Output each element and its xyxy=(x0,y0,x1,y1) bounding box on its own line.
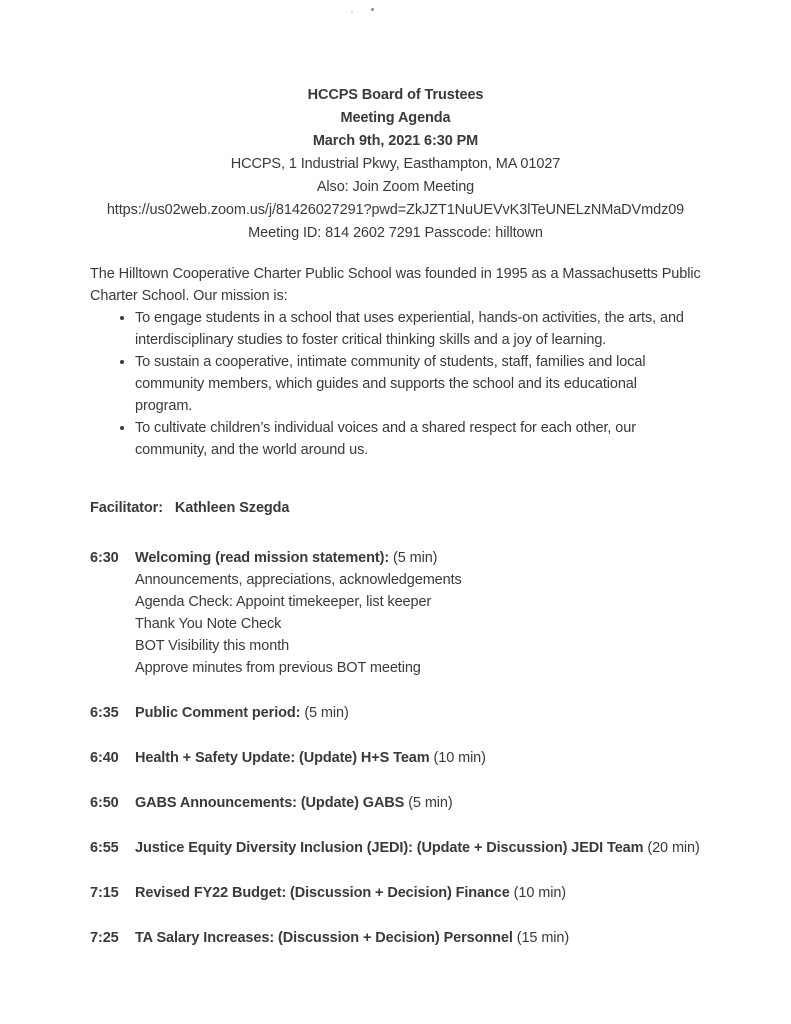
mission-intro: The Hilltown Cooperative Charter Public School was founded in 1995 as a Massachusetts Public Charter School. Our mission is: xyxy=(90,266,701,304)
zoom-meeting-url: https://us02web.zoom.us/j/81426027291?pwd=ZkJZT1NuUEVvK3lTeUNELzNMaDVmdz09 xyxy=(106,202,685,218)
agenda-item-row xyxy=(90,882,791,904)
agenda-duration: (10 min) xyxy=(433,750,486,766)
agenda-duration: (5 min) xyxy=(304,705,349,721)
agenda-item-row xyxy=(90,927,791,949)
doc-datetime: March 9th, 2021 6:30 PM xyxy=(312,133,479,149)
agenda-title xyxy=(135,837,700,859)
agenda-duration: (5 min) xyxy=(393,550,438,566)
agenda-title xyxy=(135,792,453,814)
agenda-sub-item: Thank You Note Check xyxy=(135,616,282,632)
agenda-sub-item: Agenda Check: Appoint timekeeper, list keeper xyxy=(135,594,432,610)
agenda-title xyxy=(135,882,566,904)
agenda-item xyxy=(90,837,791,859)
agenda-title-text: Revised FY22 Budget: (Discussion + Decision) Finance xyxy=(135,885,510,901)
scan-artifact-dot xyxy=(371,8,374,11)
agenda-item-row xyxy=(90,747,791,769)
mission-section xyxy=(90,263,721,461)
agenda-item-row xyxy=(90,702,791,724)
agenda-duration: (20 min) xyxy=(647,840,700,856)
agenda-item xyxy=(90,882,791,904)
agenda-item xyxy=(90,792,791,814)
agenda-section xyxy=(90,547,791,949)
mission-bullet: • To engage students in a school that uses experiential, hands-on activities, the arts, and interdisciplinary studies to foster critical thinking skills and a joy of learning. xyxy=(135,307,695,351)
agenda-title-text: Health + Safety Update: (Update) H+S Team xyxy=(135,750,430,766)
zoom-join-label: Also: Join Zoom Meeting xyxy=(316,179,475,195)
agenda-sub-item: Approve minutes from previous BOT meeting xyxy=(135,660,421,676)
agenda-title xyxy=(135,702,349,724)
agenda-sub-item: Announcements, appreciations, acknowledgements xyxy=(135,572,462,588)
agenda-title-text: Welcoming (read mission statement): xyxy=(135,550,390,566)
agenda-time: 6:30 xyxy=(90,550,119,566)
agenda-title-text: GABS Announcements: (Update) GABS xyxy=(135,795,405,811)
agenda-title-text: TA Salary Increases: (Discussion + Decision) Personnel xyxy=(135,930,513,946)
doc-title: HCCPS Board of Trustees xyxy=(307,87,484,103)
mission-bullet: • To sustain a cooperative, intimate community of students, staff, families and local community members, which guides and supports the school and its educational program. xyxy=(135,351,695,417)
agenda-title-text: Justice Equity Diversity Inclusion (JEDI): (Update + Discussion) JEDI Team xyxy=(135,840,644,856)
agenda-time: 6:40 xyxy=(90,750,119,766)
agenda-item-row xyxy=(90,792,791,814)
agenda-time: 7:25 xyxy=(90,930,119,946)
facilitator-line xyxy=(90,497,791,519)
agenda-duration: (15 min) xyxy=(516,930,570,946)
agenda-time: 6:55 xyxy=(90,840,119,856)
agenda-item xyxy=(90,702,791,724)
mission-bullet: • To cultivate children’s individual voices and a shared respect for each other, our community, and the world around us. xyxy=(135,417,695,461)
agenda-duration: (10 min) xyxy=(513,885,567,901)
agenda-item xyxy=(90,747,791,769)
agenda-title xyxy=(135,747,486,769)
doc-location: HCCPS, 1 Industrial Pkwy, Easthampton, MA 01027 xyxy=(230,156,561,172)
agenda-title xyxy=(135,927,569,949)
agenda-title-text: Public Comment period: xyxy=(135,705,301,721)
agenda-item xyxy=(90,547,791,679)
agenda-subitems xyxy=(135,569,791,679)
document-header xyxy=(0,0,791,245)
agenda-item-row xyxy=(90,547,791,569)
agenda-item-row xyxy=(90,837,791,859)
mission-bullet-list xyxy=(90,307,721,461)
scan-artifact-dot xyxy=(351,11,353,13)
agenda-item xyxy=(90,927,791,949)
agenda-sub-item: BOT Visibility this month xyxy=(135,638,290,654)
agenda-time: 6:50 xyxy=(90,795,119,811)
agenda-time: 6:35 xyxy=(90,705,119,721)
agenda-title xyxy=(135,547,437,569)
agenda-time: 7:15 xyxy=(90,885,119,901)
agenda-duration: (5 min) xyxy=(408,795,453,811)
facilitator-name: Kathleen Szegda xyxy=(174,500,290,516)
doc-subtitle: Meeting Agenda xyxy=(340,110,451,126)
meeting-id-passcode: Meeting ID: 814 2602 7291 Passcode: hilltown xyxy=(248,225,543,241)
facilitator-label: Facilitator: xyxy=(90,500,163,516)
